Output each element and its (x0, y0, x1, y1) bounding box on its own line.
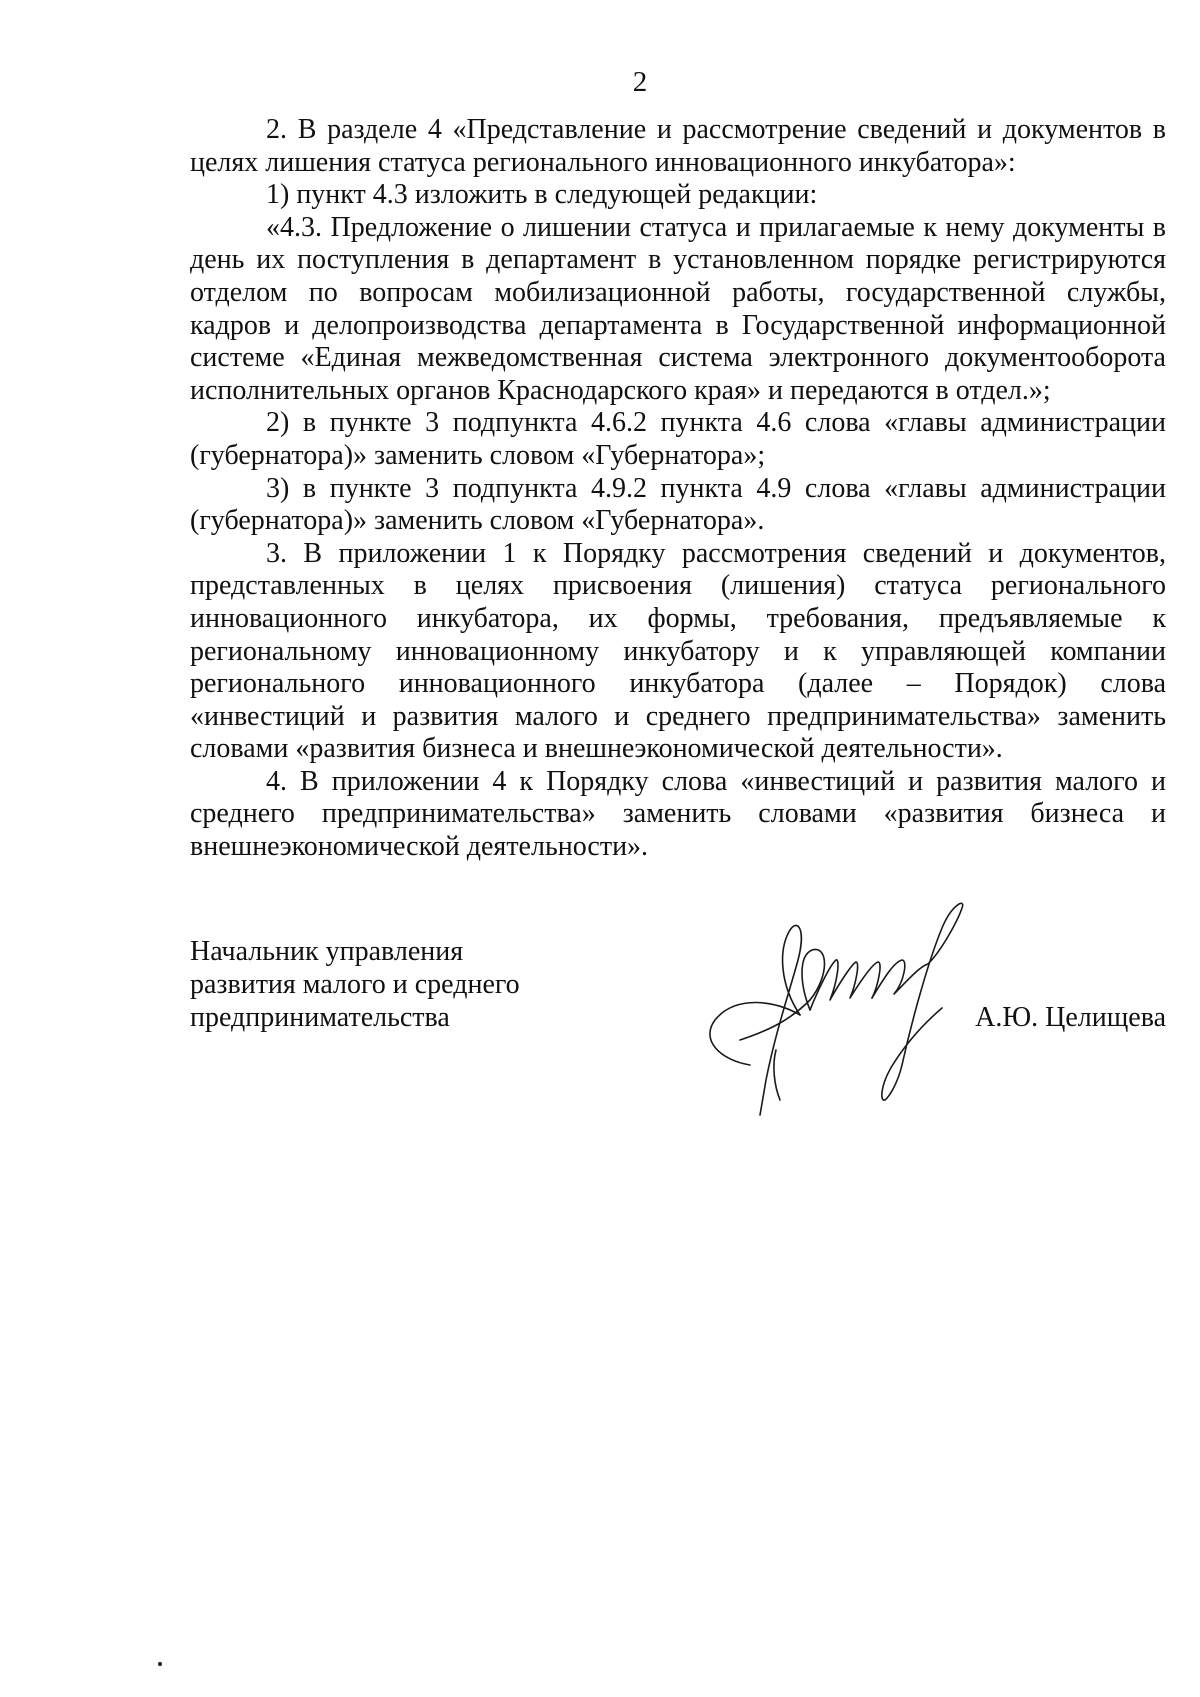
paragraph-section-4: 4. В приложении 4 к Порядку слова «инвестиций и развития малого и среднего предпринимательства» заменить словами «развития бизнеса и внешнеэкономической деятельности». (190, 765, 1166, 863)
paragraph-section-2: 2. В разделе 4 «Представление и рассмотрение сведений и документов в целях лишения статуса регионального инновационного инкубатора»: (190, 114, 1166, 178)
paragraph-item-1: 1) пункт 4.3 изложить в следующей редакции: (266, 179, 818, 211)
scan-speck (158, 1662, 162, 1666)
signatory-title-line: предпринимательства (190, 1002, 450, 1033)
signatory-title (190, 935, 610, 1034)
handwritten-signature (680, 890, 980, 1120)
signatory-title-line: Начальник управления (190, 936, 464, 967)
paragraph-item-2: 2) в пункте 3 подпункта 4.6.2 пункта 4.6 слова «главы администрации (губернатора)» заменить словом «Губернатора»; (190, 407, 1166, 471)
paragraph-item-3: 3) в пункте 3 подпункта 4.9.2 пункта 4.9 слова «главы администрации (губернатора)» заменить словом «Губернатора». (190, 472, 1166, 537)
signatory-name: А.Ю. Целищева (975, 1002, 1166, 1033)
signature-block (190, 935, 1166, 1095)
document-body (190, 114, 1166, 864)
paragraph-item-4-3-text: «4.3. Предложение о лишении статуса и прилагаемые к нему документы в день их поступления в департамент в установленном порядке регистрируются отделом по вопросам мобилизационной работы, государственной службы, кадров и делопроизводства департамента в Государственной информационной системе «Единая межведомственная система электронного документооборота исполнительных органов Краснодарского края» и передаются в отдел.»; (190, 211, 1166, 406)
paragraph-section-3: 3. В приложении 1 к Порядку рассмотрения сведений и документов, представленных в целях присвоения (лишения) статуса регионального инновационного инкубатора, их формы, требования, предъявляемые к региональному инновационному инкубатору и к управляющей компании регионального инновационного инкубатора (далее – Порядок) слова «инвестиций и развития малого и среднего предпринимательства» заменить словами «развития бизнеса и внешнеэкономической деятельности». (190, 537, 1166, 765)
page-number: 2 (632, 66, 648, 98)
signatory-title-line: развития малого и среднего (190, 969, 520, 1000)
